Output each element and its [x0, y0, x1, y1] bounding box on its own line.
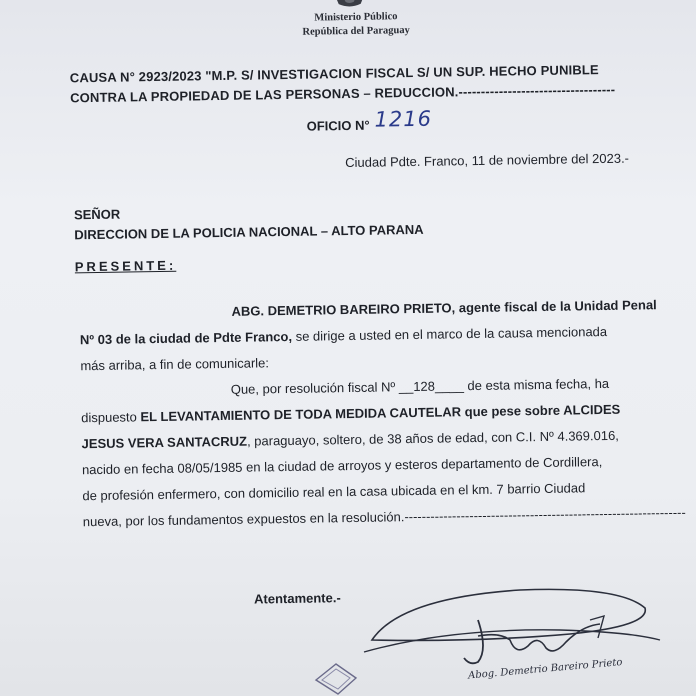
- svg-text:Abog. Demetrio Bareiro Prieto: Abog. Demetrio Bareiro Prieto: [467, 657, 623, 682]
- resolution-number: __128____: [398, 378, 464, 395]
- person-name: JESUS VERA SANTACRUZ: [81, 433, 248, 452]
- case-caption-line-2: CONTRA LA PROPIEDAD DE LAS PERSONAS – REDUCCION.-----------------------------------: [70, 81, 616, 106]
- letter-body: [79, 292, 686, 535]
- signature-graphic: [360, 580, 690, 696]
- prosecutor-unit: Nº 03 de la ciudad de Pdte Franco,: [79, 328, 293, 348]
- official-stamp-icon: [312, 660, 362, 696]
- recipient: DIRECCION DE LA POLICIA NACIONAL – ALTO PARANA: [74, 221, 424, 243]
- body-text: Que, por resolución fiscal Nº: [230, 379, 399, 397]
- salutation: SEÑOR: [73, 206, 121, 223]
- body-text: , paraguayo, soltero, de 38 años de edad, con C.I. Nº 4.369.016,: [246, 427, 619, 449]
- case-caption-line-1: CAUSA N° 2923/2023 "M.P. S/ INVESTIGACION FISCAL S/ UN SUP. HECHO PUNIBLE: [69, 62, 599, 86]
- body-text: dispuesto: [81, 409, 141, 426]
- country-name: República del Paraguay: [302, 25, 410, 38]
- place-and-date: Ciudad Pdte. Franco, 11 de noviembre del 2023.-: [345, 150, 630, 171]
- body-text: se dirige a usted en el marco de la causa mencionada: [291, 323, 608, 344]
- body-line-8: de profesión enfermero, con domicilio real en la casa ubicada en el km. 7 barrio Ciudad: [82, 480, 586, 504]
- oficio-label: OFICIO N°: [306, 117, 370, 134]
- body-line-3: más arriba, a fin de comunicarle:: [80, 355, 270, 374]
- oficio-number-handwritten: 1216: [374, 106, 433, 132]
- prosecutor-name: ABG. DEMETRIO BAREIRO PRIETO, agente fiscal de la Unidad Penal: [231, 297, 657, 319]
- body-line-9: nueva, por los fundamentos expuestos en la resolución.-----------------------------------------------------------------: [82, 504, 686, 530]
- coat-of-arms-icon: [333, 0, 367, 8]
- closing: Atentamente.-: [253, 590, 341, 607]
- presente-heading: PRESENTE:: [74, 257, 177, 275]
- case-caption: [70, 60, 616, 109]
- body-text: de esta misma fecha, ha: [463, 375, 610, 394]
- institution-name: Ministerio Público: [314, 11, 398, 24]
- measure-lifted: EL LEVANTAMIENTO DE TODA MEDIDA CAUTELAR que pese sobre ALCIDES: [140, 401, 621, 425]
- body-line-7: nacido en fecha 08/05/1985 en la ciudad de arroyos y esteros departamento de Cordillera,: [81, 454, 603, 478]
